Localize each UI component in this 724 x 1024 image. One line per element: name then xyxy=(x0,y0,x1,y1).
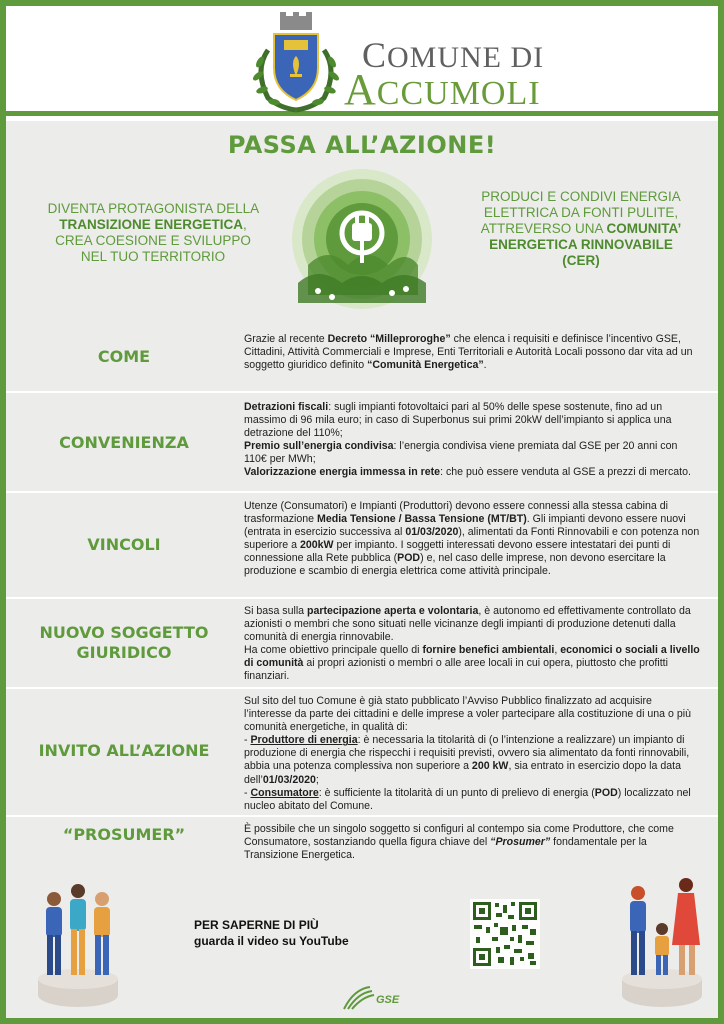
workers-illustration-icon xyxy=(28,869,128,1009)
section-label: VINCOLI xyxy=(87,535,161,554)
section-label: NUOVO SOGGETTO GIURIDICO xyxy=(39,623,209,662)
more-info-line2: guarda il video su YouTube xyxy=(194,934,349,948)
section-convenienza xyxy=(6,393,718,493)
section-text: Utenze (Consumatori) e Impianti (Produttori) devono essere connessi alla stessa cabina di trasformazione Media Tensione / Bassa Tensione (MT/BT). Gli impianti devono essere nuovi (entrata in esercizio successiva al 01/03/2020), alimentati da Fonti Rinnovabili e con potenza non superiore a 200kW per impianto. I soggetti interessati devono essere intestatari dei punti di connessione alla Rete pubblica (POD) e, nel caso delle imprese, non devono esercitare la produzione e scambio di energia elettrica come attività principale. xyxy=(244,500,700,578)
gse-swoosh-icon xyxy=(340,983,400,1013)
section-text: Grazie al recente Decreto “Milleproroghe” che elenca i requisiti e definisce l’incentivo GSE, Cittadini, Attività Commerciali e Imprese, Enti Territoriali e Autorità Locali possono dar vita ad un soggetto giuridico definito “Comunità Energetica”. xyxy=(244,333,693,372)
section-text: Sul sito del tuo Comune è già stato pubblicato l’Avviso Pubblico finalizzato ad acquisire l’interesse da parte dei cittadini e delle imprese a voler partecipare alla costituzione di una o più comunità energetiche, in qualità di: - Produttore di energia: è necessaria la titolarità di (o l’intenzione a realizzare) un impianto di produzione di energia che rispecchi i requisiti previsti, ovvero sia alimentato da fonti rinnovabili, abbia una potenza complessiva non superiore a 200 kW, sia entrato in esercizio dopo la data dell’01/03/2020; - Consumatore: è sufficiente la titolarità di un punto di prelievo di energia (POD) localizzato nel nucleo abitato del Comune. xyxy=(244,695,691,812)
title-comune-di: COMUNE DI xyxy=(362,35,545,75)
energy-plug-emblem-icon xyxy=(288,165,436,313)
more-info-line1: PER SAPERNE DI PIÙ xyxy=(194,918,319,932)
section-text: Si basa sulla partecipazione aperta e volontaria, è autonomo ed effettivamente controllato da azionisti o membri che sono situati nelle vicinanze degli impianti di produzione detenuti dalla comunità di energia rinnovabile. Ha come obiettivo principale quello di fornire benefici ambientali, economici o sociali a livello di comunità ai propri azionisti o membri o alle aree locali in cui opera, piuttosto che profitti finanziari. xyxy=(244,605,700,683)
svg-text:GSE: GSE xyxy=(376,994,400,1006)
info-sections xyxy=(6,321,718,869)
page-headline: PASSA ALL’AZIONE! xyxy=(227,131,497,159)
more-info-text xyxy=(194,917,414,949)
section-come xyxy=(6,321,718,393)
section-nuovo-soggetto xyxy=(6,599,718,689)
family-illustration-icon xyxy=(612,859,712,1009)
section-invito xyxy=(6,689,718,817)
section-label: INVITO ALL’AZIONE xyxy=(38,741,210,760)
section-label: COME xyxy=(97,347,151,366)
gse-logo xyxy=(340,983,400,1013)
section-vincoli xyxy=(6,493,718,599)
section-label: CONVENIENZA xyxy=(59,433,189,452)
section-text: Detrazioni fiscali: sugli impianti fotovoltaici pari al 50% delle spese sostenute, fino ad un massimo di 96 mila euro; in caso di Superbonus sui primi 20kW dell’impianto si applica una detrazione del 110%; Premio sull’energia condivisa: l’energia condivisa viene premiata dal GSE per 20 anni con 110€ per MWh; Valorizzazione energia immessa in rete: che può essere venduta al GSE a prezzi di mercato. xyxy=(244,401,691,479)
qr-code-icon[interactable] xyxy=(470,899,540,969)
header xyxy=(6,6,718,116)
intro-right-text: PRODUCI E CONDIVI ENERGIA ELETTRICA DA FONTI PULITE, ATTREVERSO UNA COMUNITA’ ENERGETICA RINNOVABILE (CER) xyxy=(480,189,682,268)
title-accumoli: ACCUMOLI xyxy=(344,65,541,114)
section-text: È possibile che un singolo soggetto si configuri al contempo sia come Produttore, che come Consumatore, sostanziando quella figura chiave del “Prosumer” fondamentale per la Transizione Energetica. xyxy=(244,823,674,862)
main-panel xyxy=(6,121,718,1018)
intro-left-text: DIVENTA PROTAGONISTA DELLA TRANSIZIONE ENERGETICA, CREA COESIONE E SVILUPPO NEL TUO TERRITORIO xyxy=(47,201,259,264)
municipal-crest-icon xyxy=(246,10,346,114)
section-label: “PROSUMER” xyxy=(62,825,186,844)
